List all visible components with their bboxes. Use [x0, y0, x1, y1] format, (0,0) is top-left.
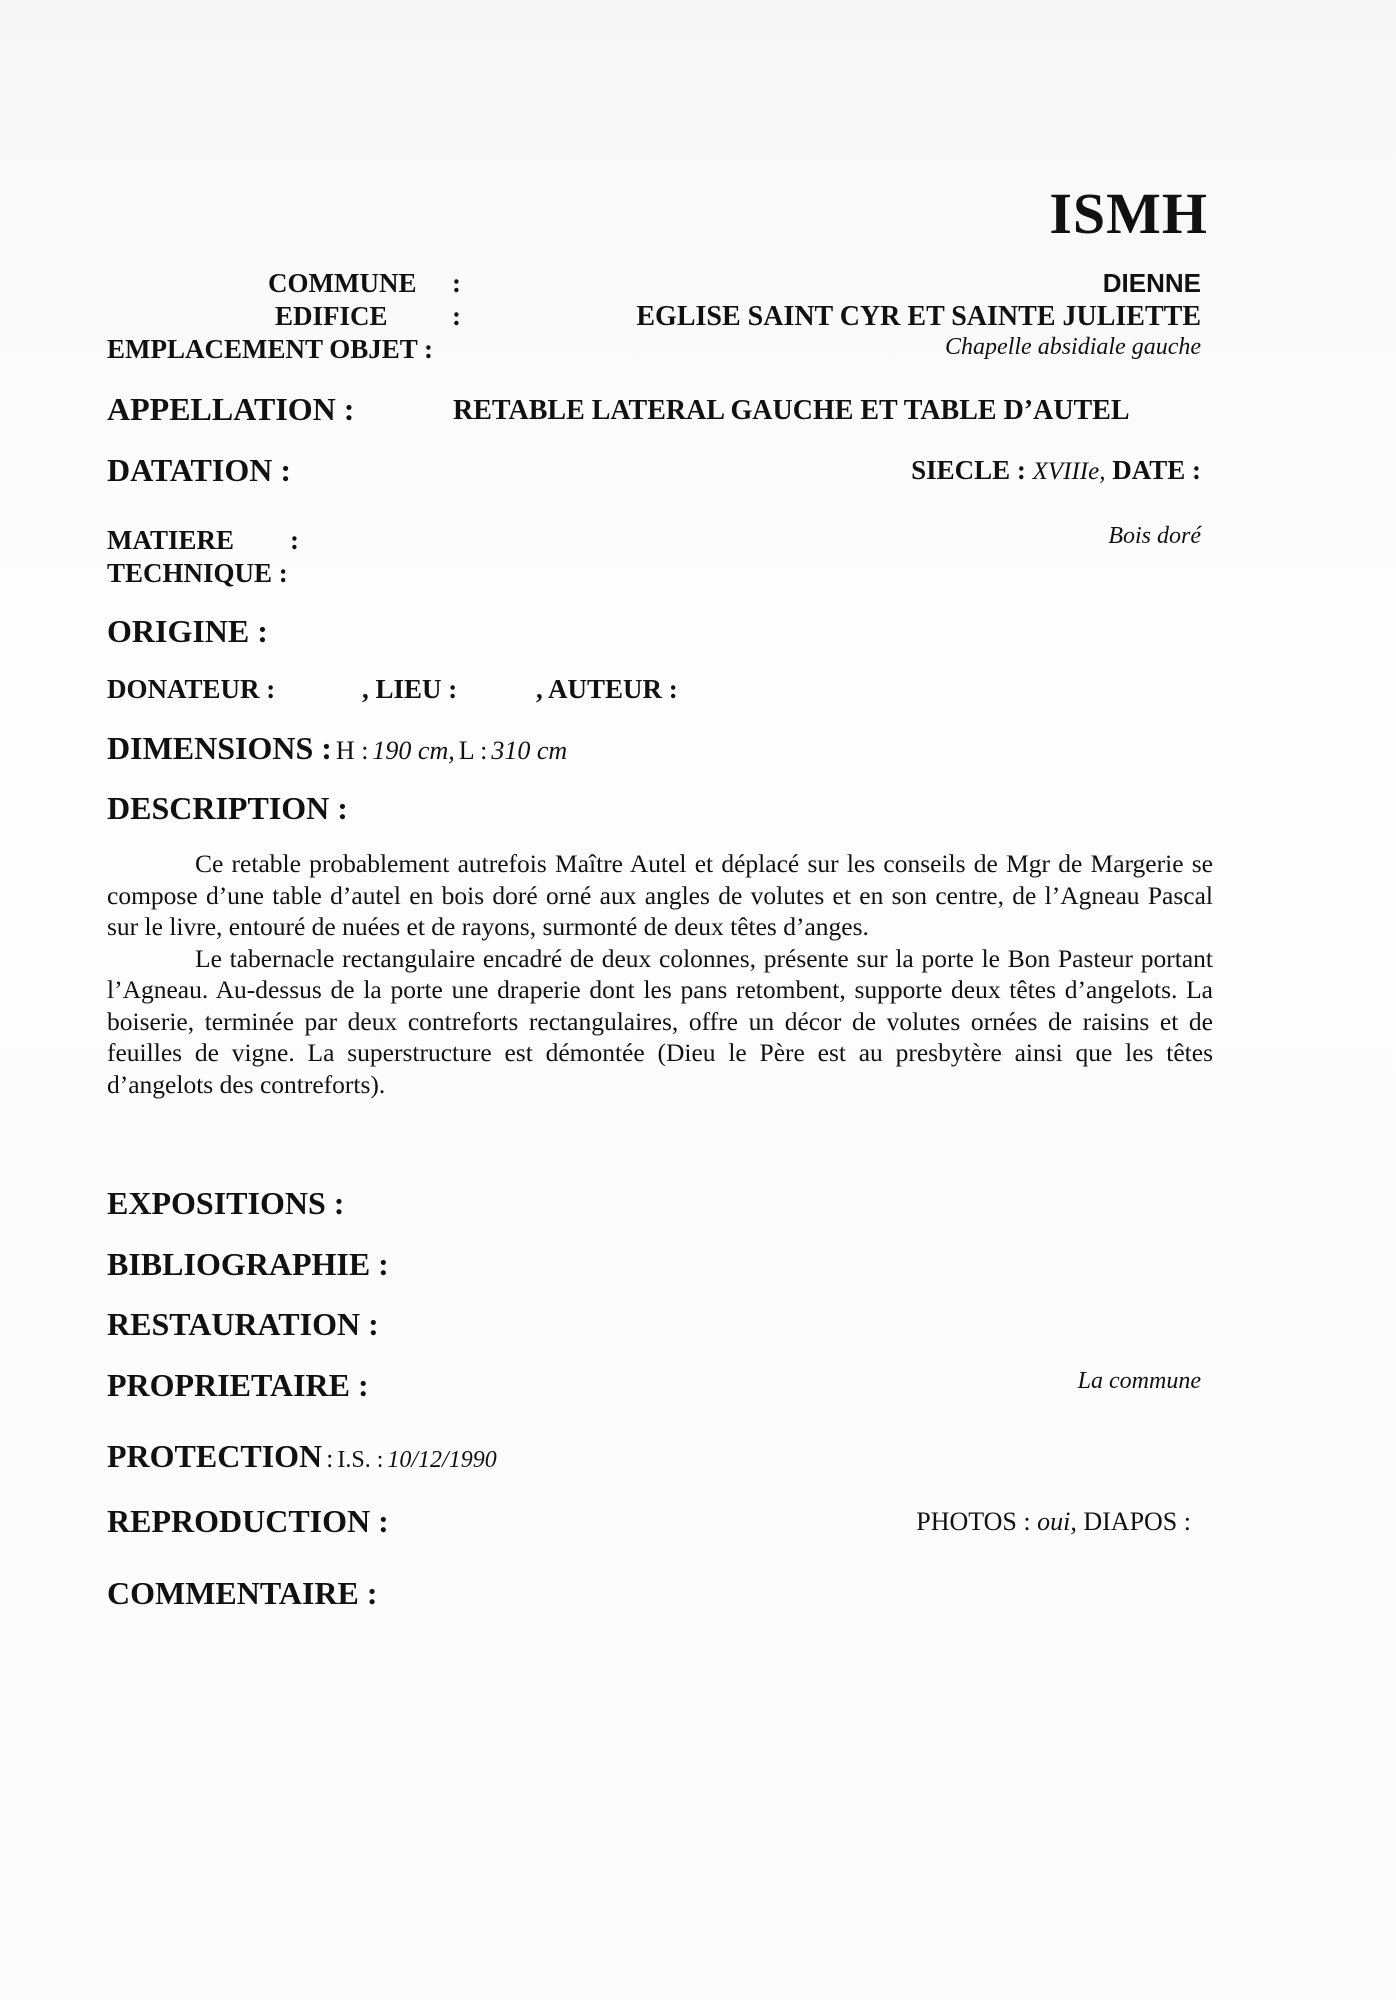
- dimensions-line: [107, 730, 567, 767]
- restauration-label: RESTAURATION :: [107, 1306, 379, 1342]
- reproduction-label: REPRODUCTION :: [107, 1503, 389, 1539]
- siecle-label: SIECLE :: [911, 455, 1026, 485]
- siecle-line: [911, 455, 1201, 486]
- datation-label: DATATION :: [107, 452, 291, 488]
- emplacement-label: EMPLACEMENT OBJET :: [107, 334, 434, 364]
- proprietaire-label: PROPRIETAIRE :: [107, 1367, 369, 1403]
- protection-line: [107, 1438, 497, 1475]
- description-body: [107, 848, 1213, 1100]
- protection-is-label: I.S. :: [337, 1447, 384, 1473]
- auteur-label: , AUTEUR :: [536, 674, 678, 704]
- edifice-colon: :: [452, 301, 461, 331]
- dimensions-h-value: 190 cm,: [372, 736, 455, 765]
- description-label: DESCRIPTION :: [107, 790, 348, 826]
- appellation-value: RETABLE LATERAL GAUCHE ET TABLE D’AUTEL: [453, 395, 1130, 426]
- dimensions-h-label: H :: [335, 736, 369, 765]
- lieu-label: , LIEU :: [362, 674, 458, 704]
- dimensions-l-value: 310 cm: [491, 736, 568, 765]
- photos-label: PHOTOS :: [916, 1507, 1031, 1536]
- protection-label: PROTECTION: [107, 1438, 323, 1474]
- protection-colon: :: [326, 1444, 334, 1473]
- matiere-value: Bois doré: [1108, 523, 1201, 549]
- commentaire-label: COMMENTAIRE :: [107, 1575, 378, 1611]
- dimensions-l-label: L :: [458, 736, 488, 765]
- edifice-label: EDIFICE: [275, 301, 388, 331]
- description-paragraph: Le tabernacle rectangulaire encadré de deux colonnes, présente sur la porte le Bon Pasteur portant l’Agneau. Au-dessus de la porte une draperie dont les pans retombent, supporte deux têtes d’angelots. La boiserie, terminée par deux contreforts rectangulaires, offre un décor de volutes ornées de raisins et de feuilles de vigne. La superstructure est démontée (Dieu le Père est au presbytère ainsi que les têtes d’angelots des contreforts).: [107, 943, 1213, 1099]
- protection-is-value: 10/12/1990: [387, 1447, 497, 1473]
- commune-value: DIENNE: [1102, 268, 1201, 298]
- proprietaire-value: La commune: [1077, 1368, 1201, 1394]
- technique-label: TECHNIQUE :: [107, 558, 288, 588]
- matiere-label: MATIERE: [107, 525, 235, 555]
- document-code: ISMH: [1049, 181, 1208, 246]
- appellation-label: APPELLATION :: [107, 391, 355, 427]
- origine-label: ORIGINE :: [107, 613, 268, 649]
- description-paragraph: Ce retable probablement autrefois Maître Autel et déplacé sur les conseils de Mgr de Margerie se compose d’une table d’autel en bois doré orné aux angles de volutes et en son centre, de l’Agneau Pascal sur le livre, entouré de nuées et de rayons, surmonté de deux têtes d’anges.: [107, 849, 1213, 941]
- edifice-value: EGLISE SAINT CYR ET SAINTE JULIETTE: [636, 301, 1201, 332]
- date-label: DATE :: [1112, 455, 1201, 485]
- photos-value: oui,: [1037, 1507, 1077, 1536]
- bibliographie-label: BIBLIOGRAPHIE :: [107, 1246, 389, 1282]
- matiere-colon: :: [290, 525, 299, 555]
- expositions-label: EXPOSITIONS :: [107, 1185, 345, 1221]
- reproduction-values: [916, 1507, 1191, 1537]
- donateur-label: DONATEUR :: [107, 674, 276, 704]
- commune-label: COMMUNE: [268, 268, 417, 298]
- emplacement-value: Chapelle absidiale gauche: [945, 334, 1201, 360]
- dimensions-label: DIMENSIONS :: [107, 730, 332, 766]
- siecle-value: XVIIIe,: [1032, 458, 1106, 485]
- diapos-label: DIAPOS :: [1083, 1507, 1191, 1536]
- commune-colon: :: [452, 268, 461, 298]
